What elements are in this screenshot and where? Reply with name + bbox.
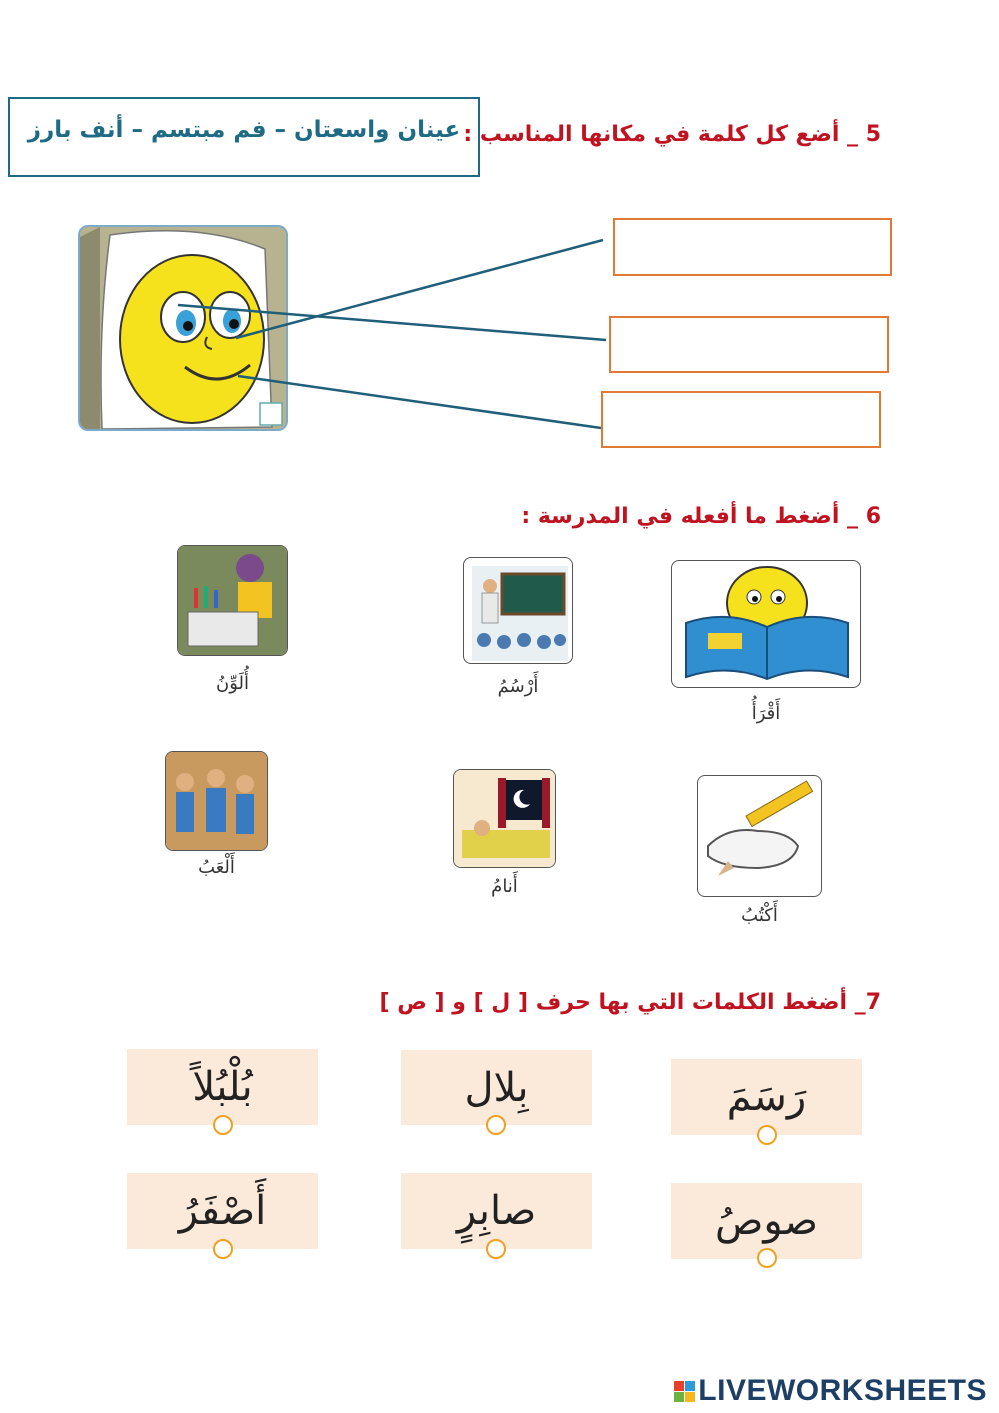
brand-logo-icon — [674, 1381, 695, 1402]
question-5-title: 5 _ أضع كل كلمة في مكانها المناسب : — [463, 122, 881, 147]
brand-text: LIVEWORKSHEETS — [698, 1374, 987, 1407]
activity-card-reading[interactable] — [671, 560, 861, 688]
activity-card-writing[interactable] — [697, 775, 822, 897]
activity-label-sleeping: أَنامُ — [491, 876, 518, 897]
word-tile-4[interactable]: صوصُ — [671, 1183, 862, 1259]
liveworksheets-logo — [674, 1374, 987, 1408]
select-circle-3[interactable] — [213, 1115, 233, 1135]
activity-label-drawing: أَرْسُمُ — [497, 676, 539, 697]
select-circle-5[interactable] — [486, 1239, 506, 1259]
answer-box-2[interactable] — [609, 316, 889, 373]
activity-card-sleeping[interactable] — [453, 769, 556, 868]
classroom-drawing-icon — [464, 558, 573, 664]
word-tile-2[interactable]: بِلال — [401, 1050, 592, 1125]
reading-icon — [672, 561, 861, 688]
activity-label-playing: أَلْعَبُ — [198, 857, 235, 878]
activity-label-writing: أَكْتُبُ — [741, 905, 778, 926]
answer-box-1[interactable] — [613, 218, 892, 276]
activity-card-drawing[interactable] — [463, 557, 573, 664]
answer-box-3[interactable] — [601, 391, 881, 448]
line-eyes — [178, 305, 606, 340]
word-tile-1[interactable]: رَسَمَ — [671, 1059, 862, 1135]
line-mouth — [238, 376, 601, 428]
writing-hand-icon — [698, 776, 822, 897]
word-bank: عينان واسعتان – فم مبتسم – أنف بارز — [8, 97, 480, 177]
coloring-icon — [178, 546, 288, 656]
select-circle-4[interactable] — [757, 1248, 777, 1268]
question-7-title: 7_ أضغط الكلمات التي بها حرف [ ل ] و [ ص ] — [379, 990, 881, 1015]
word-tile-6[interactable]: أَصْفَرُ — [127, 1173, 318, 1249]
activity-card-coloring[interactable] — [177, 545, 288, 656]
select-circle-2[interactable] — [486, 1115, 506, 1135]
select-circle-6[interactable] — [213, 1239, 233, 1259]
activity-card-playing[interactable] — [165, 751, 268, 851]
activity-label-reading: أَقْرَأُ — [751, 703, 781, 724]
playing-icon — [166, 752, 268, 851]
activity-label-coloring: أُلَوِّنُ — [215, 673, 249, 694]
select-circle-1[interactable] — [757, 1125, 777, 1145]
sleeping-icon — [454, 770, 556, 868]
line-nose — [236, 240, 603, 338]
word-tile-5[interactable]: صابِرٍ — [401, 1173, 592, 1249]
question-6-title: 6 _ أضغط ما أفعله في المدرسة : — [521, 504, 881, 529]
word-tile-3[interactable]: بُلْبُلاً — [127, 1049, 318, 1125]
